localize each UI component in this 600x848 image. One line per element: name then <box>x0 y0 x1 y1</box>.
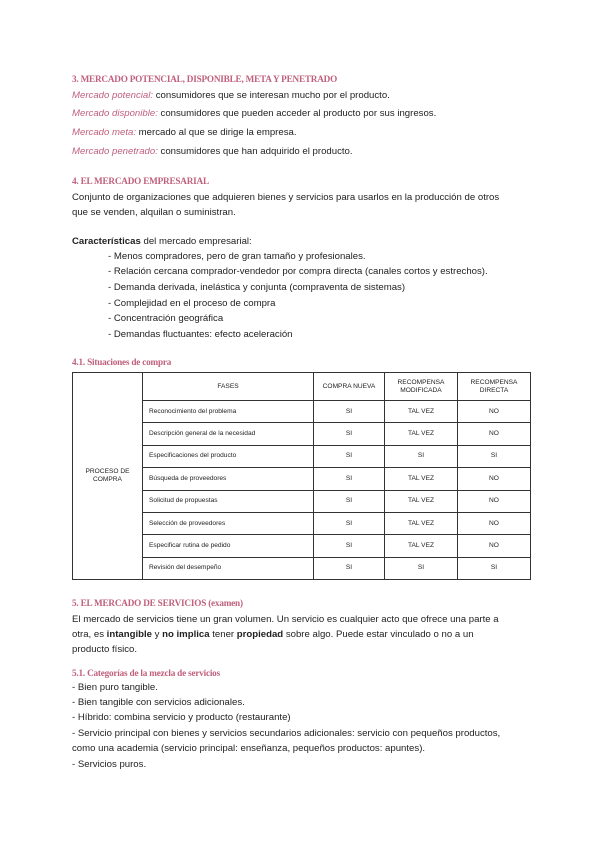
paragraph-line: El mercado de servicios tiene un gran volumen. Un servicio es cualquier acto que ofrece una parte a <box>72 614 499 625</box>
phase-cell: Descripción general de la necesidad <box>143 423 314 445</box>
list-item: - Concentración geográfica <box>108 313 224 324</box>
list-item: - Complejidad en el proceso de compra <box>108 298 276 309</box>
list-item: - Relación cercana comprador-vendedor por compra directa (canales cortos y estrechos). <box>108 266 488 277</box>
cell: NO <box>458 468 531 490</box>
header-fases: FASES <box>143 373 314 401</box>
list-item-continuation: como una academia (servicio principal: enseñanza, pequeños productos: apuntes). <box>72 743 426 754</box>
cell: NO <box>458 512 531 534</box>
phase-cell: Reconocimiento del problema <box>143 401 314 423</box>
text-span-bold: intangible <box>106 629 152 640</box>
phase-cell: Selección de proveedores <box>143 512 314 534</box>
phase-cell: Especificar rutina de pedido <box>143 535 314 557</box>
list-item: - Servicios puros. <box>72 759 147 770</box>
cell: NO <box>458 401 531 423</box>
list-item: - Demandas fluctuantes: efecto aceleración <box>108 329 293 340</box>
text-span: otra, es <box>72 629 107 640</box>
cell: SI <box>458 557 531 579</box>
cell: TAL VEZ <box>385 401 458 423</box>
cell: SI <box>385 445 458 467</box>
section-4-heading: 4. EL MERCADO EMPRESARIAL <box>72 176 209 186</box>
text-span-bold: propiedad <box>236 629 284 640</box>
term-label: Mercado meta: <box>72 127 136 138</box>
list-item <box>72 90 390 102</box>
cell: SI <box>458 445 531 467</box>
cell: SI <box>314 423 385 445</box>
section-5-heading: 5. EL MERCADO DE SERVICIOS (examen) <box>72 598 243 608</box>
paragraph-line: que se venden, alquilan o suministran. <box>72 207 236 218</box>
cell: TAL VEZ <box>385 490 458 512</box>
purchase-situations-table <box>72 372 531 580</box>
section-4-1-heading: 4.1. Situaciones de compra <box>72 357 172 367</box>
cell: SI <box>314 445 385 467</box>
phase-cell: Revisión del desempeño <box>143 557 314 579</box>
cell: SI <box>314 512 385 534</box>
term-definition: consumidores que han adquirido el producto. <box>157 146 353 157</box>
cell: SI <box>314 468 385 490</box>
section-3-heading: 3. MERCADO POTENCIAL, DISPONIBLE, META Y PENETRADO <box>72 74 338 84</box>
term-definition: consumidores que pueden acceder al producto por sus ingresos. <box>157 108 437 119</box>
list-item <box>72 146 353 158</box>
cell: SI <box>314 535 385 557</box>
process-group-label: PROCESO DE COMPRA <box>73 373 143 580</box>
text-span: sobre algo. Puede estar vinculado o no a un <box>283 629 474 640</box>
list-item: - Servicio principal con bienes y servicios secundarios adicionales: servicio con pequeños productos, <box>72 728 501 739</box>
paragraph-line: Conjunto de organizaciones que adquieren bienes y servicios para usarlos en la producción de otros <box>72 192 500 203</box>
paragraph-line: producto físico. <box>72 644 138 655</box>
list-item <box>72 108 436 120</box>
cell: TAL VEZ <box>385 468 458 490</box>
cell: SI <box>314 557 385 579</box>
text-span: y <box>151 629 163 640</box>
cell: SI <box>385 557 458 579</box>
paragraph-line <box>72 629 474 641</box>
text-span-bold: no implica <box>162 629 210 640</box>
table-header-row <box>73 373 531 401</box>
cell: SI <box>314 490 385 512</box>
text-span: tener <box>209 629 237 640</box>
phase-cell: Búsqueda de proveedores <box>143 468 314 490</box>
list-item: - Bien puro tangible. <box>72 682 158 693</box>
term-label: Mercado disponible: <box>72 108 158 119</box>
cell: TAL VEZ <box>385 535 458 557</box>
header-compra-nueva: COMPRA NUEVA <box>314 373 385 401</box>
cell: SI <box>314 401 385 423</box>
section-5-1-heading: 5.1. Categorías de la mezcla de servicios <box>72 668 220 678</box>
cell: NO <box>458 490 531 512</box>
term-definition: mercado al que se dirige la empresa. <box>136 127 297 138</box>
characteristics-label: Características <box>72 236 141 247</box>
header-recompensa-directa: RECOMPENSA DIRECTA <box>458 373 531 401</box>
term-label: Mercado penetrado: <box>72 146 158 157</box>
cell: TAL VEZ <box>385 423 458 445</box>
cell: TAL VEZ <box>385 512 458 534</box>
phase-cell: Especificaciones del producto <box>143 445 314 467</box>
list-item: - Híbrido: combina servicio y producto (restaurante) <box>72 712 291 723</box>
cell: NO <box>458 535 531 557</box>
characteristics-rest: del mercado empresarial: <box>140 236 252 247</box>
characteristics-intro <box>72 236 252 248</box>
phase-cell: Solicitud de propuestas <box>143 490 314 512</box>
cell: NO <box>458 423 531 445</box>
list-item: - Menos compradores, pero de gran tamaño y profesionales. <box>108 251 366 262</box>
header-recompensa-modificada: RECOMPENSA MODIFICADA <box>385 373 458 401</box>
list-item <box>72 127 297 139</box>
term-definition: consumidores que se interesan mucho por el producto. <box>153 90 390 101</box>
term-label: Mercado potencial: <box>72 90 154 101</box>
list-item: - Demanda derivada, inelástica y conjunta (compraventa de sistemas) <box>108 282 406 293</box>
list-item: - Bien tangible con servicios adicionales. <box>72 697 245 708</box>
